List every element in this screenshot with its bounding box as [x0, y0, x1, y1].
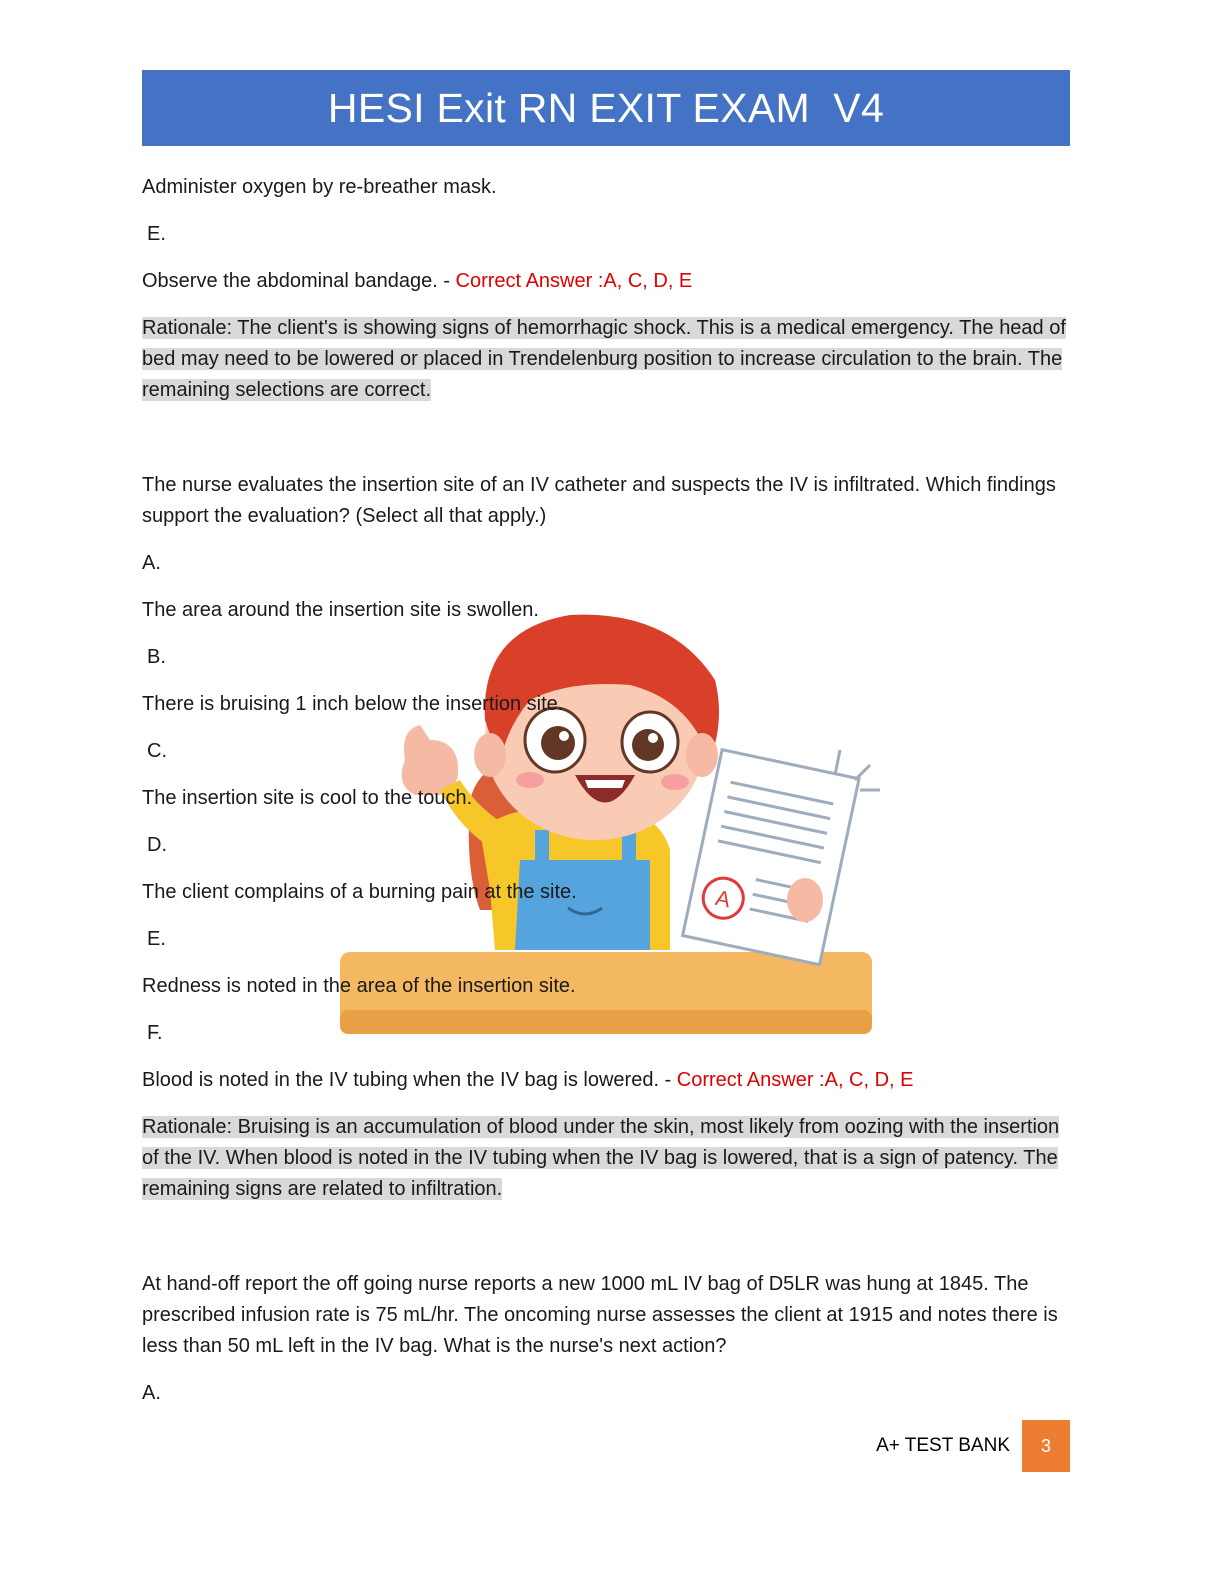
option-text: Redness is noted in the area of the insertion site. [142, 975, 576, 997]
page-number: 3 [1040, 1435, 1051, 1456]
option-e-text: Observe the abdominal bandage. - [142, 270, 456, 292]
footer-label: A+ TEST BANK [876, 1435, 1010, 1456]
rationale [142, 1112, 1070, 1205]
option-letter: C. [147, 740, 167, 762]
option-letter: E. [147, 223, 166, 245]
option-letter: E. [147, 928, 166, 950]
title-banner [142, 70, 1070, 146]
document-body [142, 172, 1070, 1425]
option-text: Blood is noted in the IV tubing when the IV bag is lowered. - [142, 1069, 677, 1091]
rationale-text: Rationale: Bruising is an accumulation of blood under the skin, most likely from oozing with the insertion of the IV. When blood is noted in the IV tubing when the IV bag is lowered, that is a sign of patency. The remaining signs are related to infiltration. [142, 1116, 1060, 1200]
option-text: The client complains of a burning pain at the site. [142, 881, 577, 903]
option-letter: D. [147, 834, 167, 856]
option-text: There is bruising 1 inch below the insertion site. [142, 693, 564, 715]
page-footer [876, 1420, 1070, 1472]
rationale-text: Rationale: The client's is showing signs of hemorrhagic shock. This is a medical emergency. The head of bed may need to be lowered or placed in Trendelenburg position to increase circulation to the brain. The remaining selections are correct. [142, 317, 1066, 401]
option-letter: A. [142, 552, 161, 574]
option-letter: A. [142, 1382, 161, 1404]
option-e-line [142, 266, 1070, 297]
page-title: HESI Exit RN EXIT EXAM V4 [327, 84, 885, 131]
page-number-badge [1022, 1420, 1070, 1472]
option-f-line [142, 1065, 1070, 1096]
option-text: The insertion site is cool to the touch. [142, 787, 473, 809]
question-stem: At hand-off report the off going nurse reports a new 1000 mL IV bag of D5LR was hung at 1845. The prescribed infusion rate is 75 mL/hr. The oncoming nurse assesses the client at 1915 and notes there is less than 50 mL left in the IV bag. What is the nurse's next action? [142, 1273, 1058, 1357]
option-text: The area around the insertion site is swollen. [142, 599, 539, 621]
grade-mark: A [713, 884, 733, 913]
correct-answer: Correct Answer :A, C, D, E [455, 270, 693, 292]
correct-answer: Correct Answer :A, C, D, E [676, 1069, 914, 1091]
option-letter: F. [147, 1022, 163, 1044]
rationale [142, 313, 1070, 406]
option-d-text: Administer oxygen by re-breather mask. [142, 176, 497, 198]
option-letter: B. [147, 646, 166, 668]
question-stem: The nurse evaluates the insertion site of an IV catheter and suspects the IV is infiltrated. Which findings support the evaluation? (Select all that apply.) [142, 474, 1056, 527]
